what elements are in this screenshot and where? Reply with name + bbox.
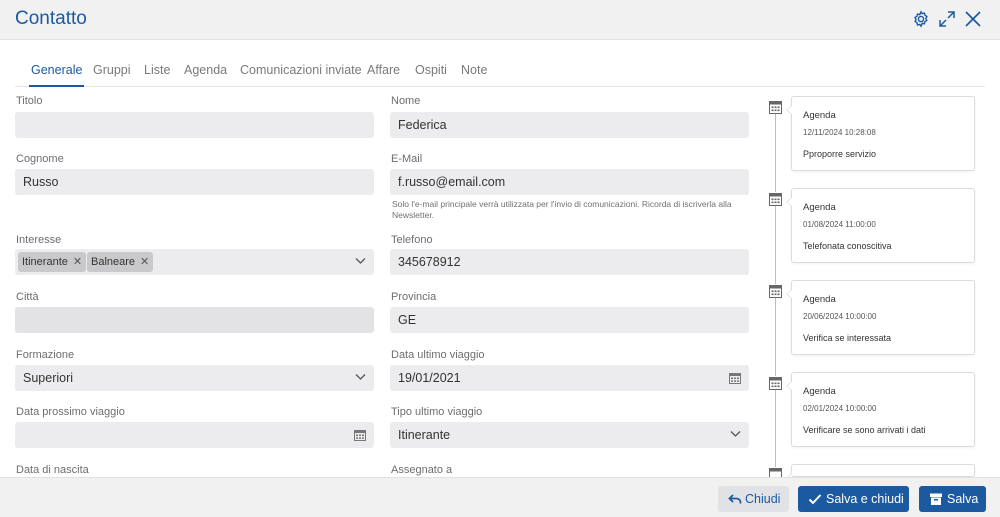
- salva-e-chiudi-label: Salva e chiudi: [826, 492, 904, 506]
- close-icon[interactable]: [964, 10, 982, 28]
- data-ultimo-viaggio-input[interactable]: [390, 365, 749, 391]
- chiudi-button[interactable]: [718, 486, 789, 512]
- citta-label: Città: [16, 291, 39, 303]
- calendar-icon[interactable]: [729, 372, 741, 384]
- check-icon: [808, 492, 822, 506]
- timeline-card-date: 02/01/2024 10:00:00: [803, 404, 877, 413]
- salva-label: Salva: [947, 492, 979, 506]
- formazione-value: Superiori: [23, 371, 74, 385]
- data-ultimo-viaggio-value: 19/01/2021: [398, 371, 461, 385]
- tab-note[interactable]: Note: [461, 63, 488, 77]
- timeline-card[interactable]: [791, 464, 975, 477]
- data-nascita-label: Data di nascita: [16, 464, 89, 476]
- chevron-down-icon[interactable]: [730, 430, 741, 438]
- calendar-icon: [769, 100, 782, 114]
- timeline-card[interactable]: [791, 188, 975, 263]
- tab-gruppi[interactable]: Gruppi: [93, 63, 131, 77]
- tab-comunicazioni-inviate[interactable]: Comunicazioni inviate: [240, 63, 362, 77]
- provincia-label: Provincia: [391, 291, 437, 303]
- tipo-ultimo-viaggio-select[interactable]: [390, 422, 749, 448]
- nome-input[interactable]: Federica: [390, 112, 749, 138]
- tipo-ultimo-viaggio-value: Itinerante: [398, 428, 451, 442]
- timeline-card[interactable]: [791, 280, 975, 355]
- titolo-label: Titolo: [16, 95, 43, 107]
- data-ultimo-viaggio-label: Data ultimo viaggio: [391, 349, 485, 361]
- tab-liste[interactable]: Liste: [144, 63, 171, 77]
- telefono-label: Telefono: [391, 234, 433, 246]
- data-prossimo-viaggio-input[interactable]: [15, 422, 374, 448]
- timeline-card-text: Telefonata conoscitiva: [803, 241, 892, 251]
- interesse-tag-label: Balneare: [91, 256, 136, 268]
- interesse-multiselect[interactable]: [15, 249, 374, 275]
- email-label: E-Mail: [391, 153, 423, 165]
- dialog-header: [0, 0, 1000, 40]
- tab-bar: [15, 56, 985, 87]
- timeline-card-text: Pproporre servizio: [803, 149, 877, 159]
- remove-tag-icon[interactable]: ✕: [140, 256, 150, 268]
- dialog-footer: [0, 477, 1000, 517]
- timeline-card-type: Agenda: [803, 294, 836, 305]
- provincia-input[interactable]: GE: [390, 307, 749, 333]
- timeline-card-type: Agenda: [803, 110, 836, 121]
- tab-agenda[interactable]: Agenda: [184, 63, 228, 77]
- expand-icon[interactable]: [938, 10, 956, 28]
- tipo-ultimo-viaggio-label: Tipo ultimo viaggio: [391, 406, 483, 418]
- interesse-tag-label: Itinerante: [22, 256, 68, 268]
- interesse-tag: [87, 252, 153, 272]
- tab-generale[interactable]: Generale: [31, 63, 83, 77]
- email-input[interactable]: f.russo@email.com: [390, 169, 749, 195]
- timeline-card-text: Verificare se sono arrivati i dati: [803, 425, 926, 435]
- gear-icon[interactable]: [912, 10, 930, 28]
- calendar-icon: [769, 284, 782, 298]
- chiudi-label: Chiudi: [745, 492, 781, 506]
- interesse-tag: [18, 252, 86, 272]
- remove-tag-icon[interactable]: ✕: [72, 256, 83, 268]
- chevron-down-icon[interactable]: [355, 257, 366, 265]
- timeline-card-type: Agenda: [803, 386, 836, 397]
- titolo-input[interactable]: [15, 112, 374, 138]
- cognome-input[interactable]: Russo: [15, 169, 374, 195]
- telefono-input[interactable]: 345678912: [390, 249, 749, 275]
- timeline-card[interactable]: [791, 96, 975, 171]
- cognome-label: Cognome: [16, 153, 64, 165]
- calendar-icon[interactable]: [354, 429, 366, 441]
- chevron-down-icon[interactable]: [355, 373, 366, 381]
- timeline-card-date: 01/08/2024 11:00:00: [803, 220, 876, 229]
- timeline-card-date: 20/06/2024 10:00:00: [803, 312, 877, 321]
- timeline-card-text: Verifica se interessata: [803, 333, 892, 343]
- formazione-select[interactable]: [15, 365, 374, 391]
- citta-input[interactable]: [15, 307, 374, 333]
- assegnato-a-label: Assegnato a: [391, 464, 453, 476]
- timeline-card-type: Agenda: [803, 202, 836, 213]
- calendar-icon: [769, 376, 782, 390]
- nome-label: Nome: [391, 95, 421, 107]
- tab-affare[interactable]: Affare: [367, 63, 401, 77]
- formazione-label: Formazione: [16, 349, 75, 361]
- timeline-card[interactable]: [791, 372, 975, 447]
- archive-icon: [929, 492, 943, 506]
- timeline-card-date: 12/11/2024 10:28:08: [803, 128, 876, 137]
- interesse-label: Interesse: [16, 234, 62, 246]
- dialog-title: Contatto: [15, 8, 87, 29]
- undo-icon: [728, 492, 742, 506]
- calendar-icon: [769, 192, 782, 206]
- email-hint: Solo l'e-mail principale verrà utilizzata per l'invio di comunicazioni. Ricorda di iscriverla alla Newsletter.: [392, 199, 732, 220]
- salva-button[interactable]: [919, 486, 986, 512]
- salva-e-chiudi-button[interactable]: [798, 486, 909, 512]
- tab-ospiti[interactable]: Ospiti: [415, 63, 447, 77]
- data-prossimo-viaggio-label: Data prossimo viaggio: [16, 406, 125, 418]
